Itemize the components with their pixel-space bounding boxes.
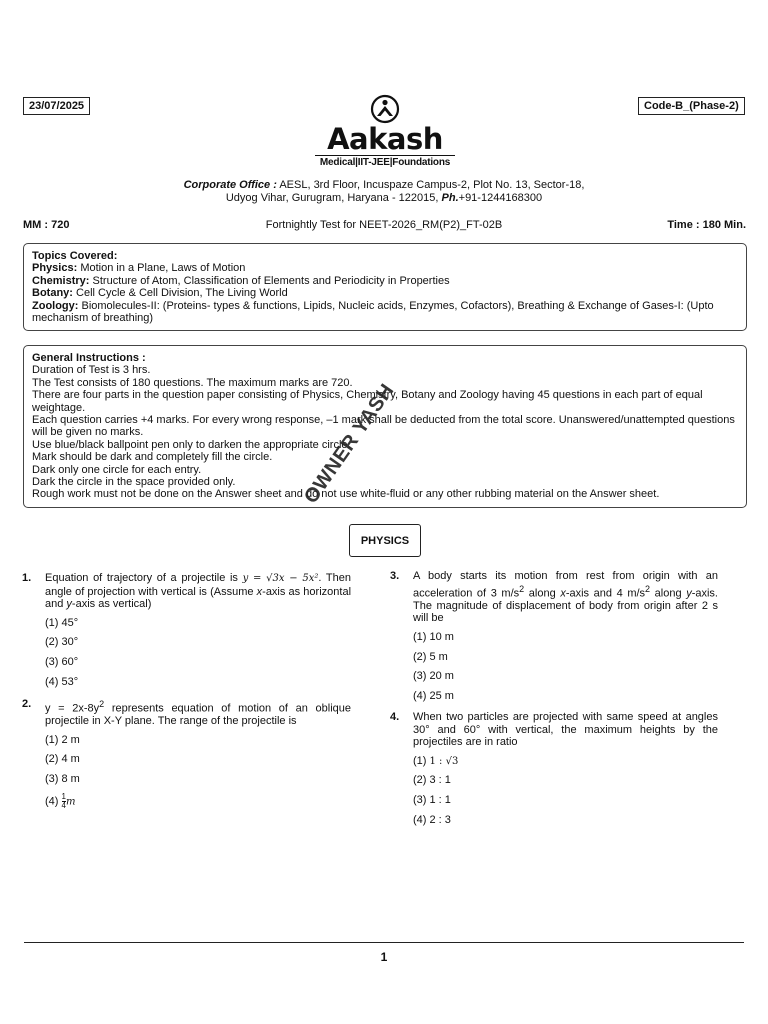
option: (1) 2 m bbox=[45, 733, 80, 746]
option: (4) 53° bbox=[45, 675, 79, 688]
subject-heading: PHYSICS bbox=[349, 524, 421, 557]
date-box: 23/07/2025 bbox=[23, 97, 90, 115]
instruction-line: Mark should be dark and completely fill the circle. bbox=[32, 451, 273, 464]
instruction-line: Use blue/black ballpoint pen only to darken the appropriate circle. bbox=[32, 438, 351, 451]
topic-row-botany bbox=[32, 287, 738, 299]
logo-tagline: Medical|IIT-JEE|Foundations bbox=[315, 155, 455, 168]
option: (4) 25 m bbox=[413, 689, 454, 702]
stem-text: along bbox=[654, 587, 682, 600]
paper-code-box: Code-B_(Phase-2) bbox=[638, 97, 745, 115]
test-name: Fortnightly Test for NEET-2026_RM(P2)_FT-02B bbox=[265, 219, 503, 231]
topic-text: Biomolecules-II: (Proteins- types & functions, Lipids, Nucleic acids, Enzymes, Cofactors), Breathing & Exchange of Gases-I: (Upto mechanism of breathing) bbox=[32, 299, 714, 325]
question-number: 3. bbox=[390, 570, 400, 582]
stem-text: A body starts its motion from rest from origin with an acceleration of 3 m/s bbox=[413, 570, 718, 600]
footer-divider bbox=[24, 942, 744, 943]
corp-line1: AESL, 3rd Floor, Incuspaze Campus-2, Plot No. 13, Sector-18, bbox=[279, 179, 585, 191]
question-stem bbox=[45, 698, 351, 728]
question-1 bbox=[22, 572, 351, 695]
stem-text: -axis as horizontal and bbox=[45, 585, 352, 611]
option: (3) 1 : 1 bbox=[413, 793, 451, 806]
stem-text: represents equation of motion of an oblique projectile in X-Y plane. The range of the projectile is bbox=[45, 702, 351, 728]
stem-var: y bbox=[66, 598, 72, 611]
option bbox=[413, 755, 718, 775]
instruction-line: There are four parts in the question paper consisting of Physics, Chemistry, Botany and Zoology having 45 questions in each part of equal weightage. bbox=[32, 389, 703, 414]
option-math: 1 : √3 bbox=[429, 755, 459, 767]
watermark: OWNER YASH bbox=[300, 379, 399, 508]
instruction-line: Each question carries +4 marks. For every wrong response, –1 mark shall be deducted from the total score. Unanswered/unattempted questions will be given no marks. bbox=[32, 414, 735, 439]
stem-text: -axis and 4 m/s bbox=[565, 587, 646, 600]
stem-text: y = 2x-8y bbox=[45, 702, 100, 715]
stem-text: -axis. The magnitude of displacement of body from origin after 2 s will be bbox=[413, 587, 718, 625]
option: (2) 4 m bbox=[45, 753, 80, 766]
option: (4) 2 : 3 bbox=[413, 813, 451, 826]
phone-number: +91-1244168300 bbox=[458, 192, 543, 204]
topic-text: Motion in a Plane, Laws of Motion bbox=[80, 262, 246, 275]
instruction-line: Rough work must not be done on the Answer sheet and do not use white-fluid or any other rubbing material on the Answer sheet. bbox=[32, 488, 660, 501]
stem-var: x bbox=[560, 587, 566, 600]
question-number: 2. bbox=[22, 698, 32, 710]
superscript: 2 bbox=[519, 583, 525, 594]
test-duration: Time : 180 Min. bbox=[667, 219, 746, 231]
option-prefix: (1) bbox=[413, 754, 427, 767]
numerator: 1 bbox=[61, 791, 66, 801]
instruction-line: Dark only one circle for each entry. bbox=[32, 463, 202, 476]
aakash-emblem-icon bbox=[370, 94, 400, 124]
topic-label: Botany: bbox=[32, 287, 73, 300]
question-4 bbox=[390, 711, 718, 833]
option: (3) 8 m bbox=[45, 773, 80, 786]
instruction-line: The Test consists of 180 questions. The maximum marks are 720. bbox=[32, 376, 353, 389]
topic-text: Cell Cycle & Cell Division, The Living World bbox=[76, 287, 288, 300]
unit: m bbox=[65, 796, 76, 808]
question-stem: When two particles are projected with same speed at angles 30° and 60° with vertical, the maximum heights by the projectiles are in ratio bbox=[413, 711, 718, 749]
corporate-office-address bbox=[0, 179, 768, 205]
option: (2) 5 m bbox=[413, 650, 448, 663]
question-stem bbox=[413, 570, 718, 625]
aakash-logo bbox=[300, 94, 470, 168]
topic-label: Physics: bbox=[32, 262, 78, 275]
instruction-line: Dark the circle in the space provided only. bbox=[32, 476, 236, 489]
stem-text: Equation of trajectory of a projectile is bbox=[45, 572, 238, 584]
topic-label: Chemistry: bbox=[32, 274, 90, 287]
superscript: 2 bbox=[645, 583, 651, 594]
superscript: 2 bbox=[99, 699, 105, 709]
page-number: 1 bbox=[380, 950, 388, 964]
denominator: 4 bbox=[61, 800, 66, 810]
corp-line2: Udyog Vihar, Gurugram, Haryana - 122015, bbox=[225, 192, 439, 204]
option: (2) 30° bbox=[45, 636, 79, 649]
option bbox=[45, 793, 351, 813]
option-prefix: (4) bbox=[45, 795, 59, 808]
instructions-heading: General Instructions : bbox=[32, 352, 146, 364]
options-list bbox=[45, 617, 351, 695]
logo-wordmark: Aakash bbox=[327, 122, 443, 156]
topics-covered-panel bbox=[23, 243, 747, 331]
option: (3) 60° bbox=[45, 655, 79, 668]
topic-label: Zoology: bbox=[32, 299, 79, 312]
options-list bbox=[413, 755, 718, 833]
question-3 bbox=[390, 570, 718, 709]
topic-row-physics bbox=[32, 262, 738, 274]
corp-label: Corporate Office : bbox=[183, 179, 277, 191]
stem-text: along bbox=[528, 587, 556, 600]
stem-text: -axis as vertical) bbox=[71, 598, 152, 611]
stem-var: x bbox=[256, 585, 263, 598]
topic-text: Structure of Atom, Classification of Elements and Periodicity in Properties bbox=[92, 274, 450, 287]
stem-text: . Then angle of projection with vertical is (Assume bbox=[45, 572, 351, 598]
option: (2) 3 : 1 bbox=[413, 774, 451, 787]
options-list bbox=[45, 734, 351, 812]
options-list bbox=[413, 631, 718, 709]
option: (3) 20 m bbox=[413, 670, 454, 683]
option: (1) 45° bbox=[45, 616, 79, 629]
question-2 bbox=[22, 698, 351, 812]
max-marks: MM : 720 bbox=[23, 219, 70, 231]
topics-heading: Topics Covered: bbox=[32, 250, 118, 262]
general-instructions-panel bbox=[23, 345, 747, 508]
instruction-line: Duration of Test is 3 hrs. bbox=[32, 364, 151, 377]
question-stem bbox=[45, 572, 351, 611]
stem-var: y bbox=[686, 587, 692, 600]
option: (1) 10 m bbox=[413, 631, 454, 644]
topic-row-chemistry bbox=[32, 275, 738, 287]
topic-row-zoology bbox=[32, 300, 738, 325]
trajectory-equation: y = √3x − 5x² bbox=[242, 573, 319, 584]
phone-label: Ph. bbox=[441, 192, 459, 204]
question-number: 4. bbox=[390, 711, 400, 723]
question-number: 1. bbox=[22, 572, 32, 584]
